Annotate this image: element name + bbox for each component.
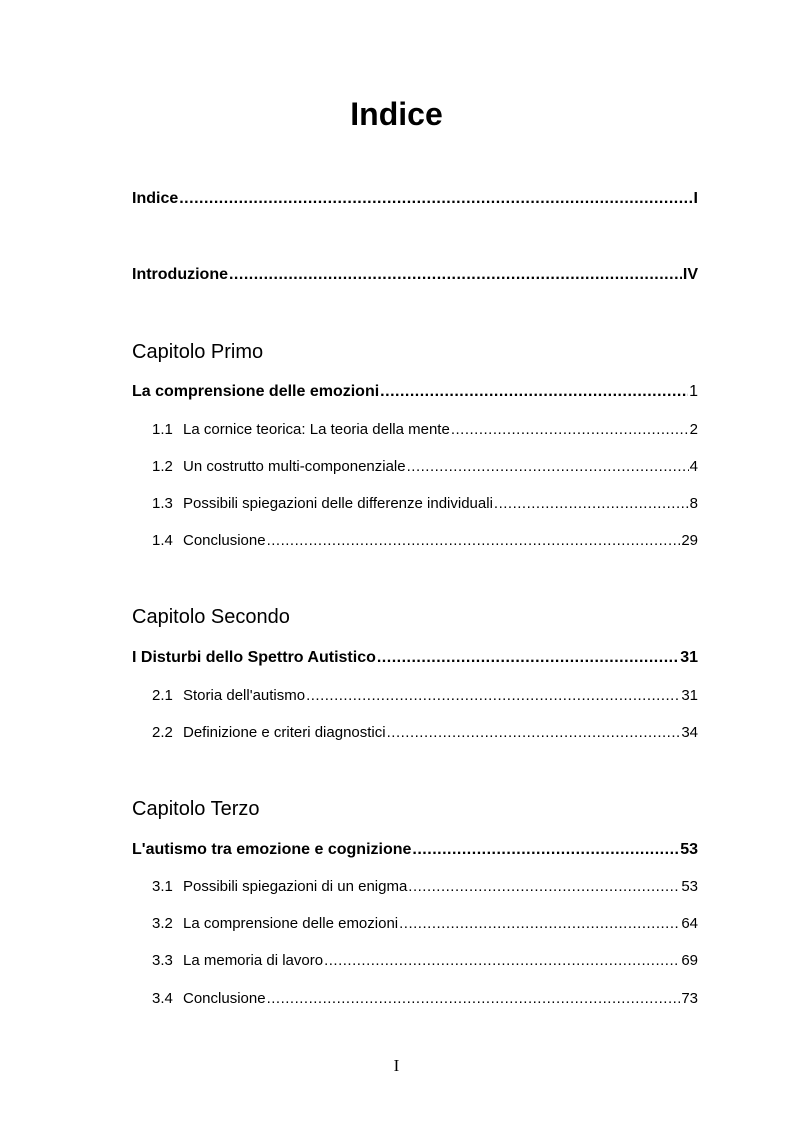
dot-leader: [306, 686, 680, 706]
toc-entry-label: Indice: [132, 190, 179, 207]
toc-section[interactable]: [152, 686, 698, 706]
toc-section[interactable]: [152, 531, 698, 551]
toc-section[interactable]: [152, 877, 698, 897]
toc-page-number: 8: [689, 495, 698, 512]
toc-entry-label: Possibili spiegazioni di un enigma: [183, 878, 408, 895]
toc-page-number: 2: [689, 421, 698, 438]
toc-page-number: 4: [689, 458, 698, 475]
section-number: 2.1: [152, 687, 173, 704]
toc-section[interactable]: [152, 420, 698, 440]
dot-leader: [399, 914, 680, 934]
dot-leader: [451, 420, 689, 440]
section-number: 3.2: [152, 915, 173, 932]
toc-chapter-title[interactable]: [132, 382, 698, 402]
toc-entry-label: Conclusione: [183, 532, 266, 549]
toc-entry-label: Definizione e criteri diagnostici: [183, 724, 386, 741]
section-number: 1.1: [152, 421, 173, 438]
section-number: 2.2: [152, 724, 173, 741]
toc-entry-introduzione[interactable]: [132, 265, 698, 285]
dot-leader: [408, 877, 680, 897]
page-title: Indice: [350, 96, 443, 132]
toc-page-number: 64: [681, 915, 698, 932]
dot-leader: [407, 457, 689, 477]
dot-leader: [377, 648, 679, 668]
dot-leader: [229, 265, 682, 285]
toc-section[interactable]: [152, 989, 698, 1009]
toc-entry-indice[interactable]: [132, 189, 698, 209]
toc-page-number: IV: [682, 266, 698, 283]
toc-page-number: I: [693, 190, 698, 207]
section-number: 1.3: [152, 495, 173, 512]
toc-entry-label: La memoria di lavoro: [183, 952, 324, 969]
toc-page-number: 73: [681, 990, 698, 1007]
toc-page-number: 53: [681, 878, 698, 895]
toc-page-number: 53: [680, 841, 698, 858]
toc-section[interactable]: [152, 457, 698, 477]
toc-entry-label: I Disturbi dello Spettro Autistico: [132, 649, 376, 666]
toc-page-number: 31: [681, 687, 698, 704]
toc-entry-label: Conclusione: [183, 990, 266, 1007]
section-number: 3.4: [152, 990, 173, 1007]
chapter-heading: Capitolo Terzo: [132, 798, 260, 820]
section-number: 1.4: [152, 532, 173, 549]
toc-page-number: 1: [689, 383, 698, 400]
page-footer-number: I: [393, 1056, 400, 1075]
dot-leader: [412, 840, 679, 860]
toc-entry-label: Possibili spiegazioni delle differenze individuali: [183, 495, 493, 512]
dot-leader: [387, 723, 681, 743]
toc-page-number: 31: [680, 649, 698, 666]
dot-leader: [267, 989, 681, 1009]
dot-leader: [179, 189, 692, 209]
toc-page-number: 69: [681, 952, 698, 969]
toc-section[interactable]: [152, 951, 698, 971]
toc-entry-label: L'autismo tra emozione e cognizione: [132, 841, 412, 858]
toc-page-number: 34: [681, 724, 698, 741]
chapter-heading: Capitolo Primo: [132, 341, 264, 363]
section-number: 3.1: [152, 878, 173, 895]
toc-section[interactable]: [152, 914, 698, 934]
toc-page-number: 29: [681, 532, 698, 549]
toc-entry-label: Un costrutto multi-componenziale: [183, 458, 406, 475]
chapter-heading: Capitolo Secondo: [132, 606, 290, 628]
dot-leader: [267, 531, 681, 551]
toc-entry-label: La comprensione delle emozioni: [183, 915, 399, 932]
dot-leader: [494, 494, 689, 514]
toc-section[interactable]: [152, 723, 698, 743]
toc-chapter-title[interactable]: [132, 840, 698, 860]
dot-leader: [324, 951, 680, 971]
toc-entry-label: La cornice teorica: La teoria della mente: [183, 421, 450, 438]
toc-entry-label: La comprensione delle emozioni: [132, 383, 380, 400]
dot-leader: [380, 382, 688, 402]
toc-section[interactable]: [152, 494, 698, 514]
section-number: 3.3: [152, 952, 173, 969]
toc-entry-label: Storia dell'autismo: [183, 687, 306, 704]
section-number: 1.2: [152, 458, 173, 475]
toc-chapter-title[interactable]: [132, 648, 698, 668]
toc-entry-label: Introduzione: [132, 266, 228, 283]
